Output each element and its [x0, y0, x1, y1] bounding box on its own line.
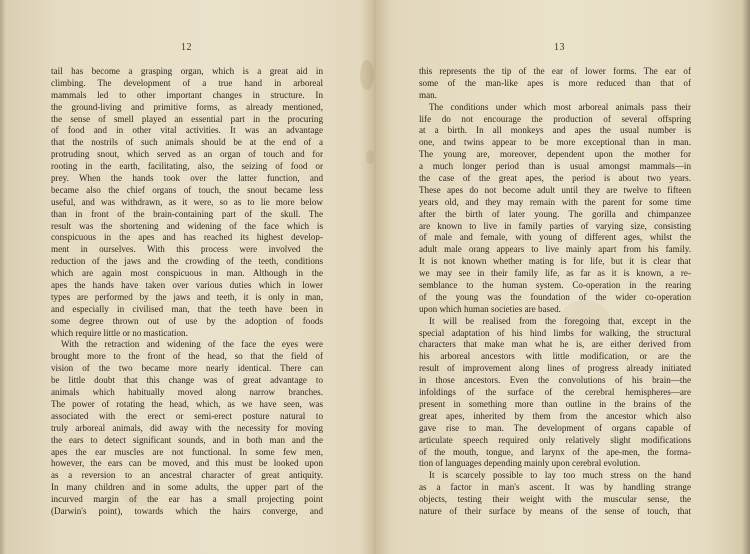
text-line: this represents the tip of the ear of lower forms. The ear of — [419, 66, 691, 76]
text-line: as a reversion to an ancestral character of great antiquity. — [51, 470, 323, 481]
text-line: climbing. The development of a true hand in arboreal — [51, 77, 323, 88]
text-line: The power of rotating the head, which, as we have seen, was — [51, 398, 323, 409]
text-line: as a factor in man's ascent. It was by handling strange — [419, 482, 691, 493]
text-line: which are again most conspicuous in man. Although in the — [51, 268, 323, 279]
text-line: became also the chief organs of touch, the snout became less — [51, 184, 323, 195]
text-line: In many children and in some adults, the upper part of the — [51, 482, 323, 493]
text-line: characters that make man what he is, are either derived from — [419, 339, 691, 350]
text-line: one, and twins appear to be more exceptional than in man. — [419, 137, 691, 148]
text-line: rooting in the earth, facilitating, also, the seizing of food or — [51, 161, 323, 172]
text-line: which require little or no mastication. — [51, 327, 188, 338]
text-line: are known to live in family parties of varying size, consisting — [419, 220, 691, 231]
text-line: useful, and was withdrawn, as it were, so as to lie more below — [51, 196, 323, 207]
text-line: associated with the erect or semi-erect posture natural to — [51, 410, 323, 421]
text-line: adult male orang appears to live mainly apart from his family. — [419, 244, 691, 255]
text-line: than in front of the brain-containing part of the skull. The — [51, 208, 323, 219]
text-line: apes the ear muscles are not functional. In some few men, — [51, 446, 323, 457]
text-line: With the retraction and widening of the face the eyes were — [61, 339, 323, 350]
text-line: great apes, inherited by them from the ancestor which also — [419, 410, 691, 421]
text-line: present in something more than outline in the brains of the — [419, 398, 691, 409]
text-line: mammals led to other important changes in structure. In — [51, 89, 323, 100]
text-line: vision of the two became more nearly identical. There can — [51, 363, 323, 374]
text-line: semblance to the human system. Co-operation in the rearing — [419, 280, 691, 291]
text-line: types are performed by the jaws and teeth, it is only in man, — [51, 291, 323, 302]
text-line: some of the man-like apes is more reduced than that of — [419, 77, 691, 88]
text-line: we may see in their family life, as far as it is known, a re- — [419, 268, 691, 279]
page-number: 12 — [181, 42, 192, 53]
text-line: articulate speech required only relatively slight modifications — [419, 434, 691, 445]
text-line: tail has become a grasping organ, which is a great aid in — [51, 66, 323, 76]
text-line: result of improvement along lines of progress already initiated — [419, 363, 691, 374]
text-line: of food and in other vital activities. It was an advantage — [51, 125, 323, 136]
text-line: infoldings of the surface of the cerebral hemispheres—are — [419, 387, 691, 398]
text-line: tion of languages depending mainly upon cerebral evolution. — [419, 458, 641, 469]
text-line: It will be realised from the foregoing that, except in the — [429, 315, 691, 326]
text-line: protruding snout, which served as an organ of touch and for — [51, 149, 323, 160]
text-line: prey. When the hands took over the latter function, and — [51, 173, 323, 184]
text-line: that the nostrils of such animals should be at the end of a — [51, 137, 323, 148]
text-line: These apes do not become adult until they are twelve to fifteen — [419, 184, 691, 195]
text-line: apes the hands have taken over various duties which in lower — [51, 280, 323, 291]
text-line: The young are, moreover, dependent upon the mother for — [419, 149, 691, 160]
text-line: brought more to the front of the head, so that the field of — [51, 351, 323, 362]
text-line: (Darwin's point), towards which the hairs converge, and — [51, 505, 323, 516]
text-line: at a birth. In all monkeys and apes the usual number is — [419, 125, 691, 136]
text-line: and especially in civilised man, that the teeth have been in — [51, 303, 323, 314]
page-body-text — [51, 66, 323, 518]
text-line: special adaptation of his hind limbs for walking, the structural — [419, 327, 691, 338]
text-line: a much longer period than is usual amongst mammals—in — [419, 161, 691, 172]
text-line: upon which human societies are based. — [419, 303, 561, 314]
text-line: in those ancestors. Even the convolutions of his brain—the — [419, 375, 691, 386]
page-body-text — [419, 66, 691, 518]
text-line: some degree thrown out of use by the adoption of foods — [51, 315, 323, 326]
text-line: conspicuous in the apes and has reached its highest develop- — [51, 232, 323, 243]
text-line: the case of the great apes, the period is about two years. — [419, 173, 691, 184]
text-line: incurved margin of the ear has a small projecting point — [51, 494, 323, 505]
text-line: It is scarcely possible to lay too much stress on the hand — [429, 470, 691, 481]
text-line: the sense of smell played an essential part in the procuring — [51, 113, 323, 124]
text-line: nature of their surface by means of the sense of touch, that — [419, 505, 691, 516]
page-number: 13 — [554, 42, 565, 53]
text-line: ment in ourselves. With this process were involved the — [51, 244, 323, 255]
text-line: life do not encourage the production of several offspring — [419, 113, 691, 124]
text-line: It is not known whether mating is for life, but it is clear that — [419, 256, 691, 267]
text-line: reduction of the jaws and the crowding of the teeth, conditions — [51, 256, 323, 267]
text-line: The conditions under which most arboreal animals pass their — [429, 101, 691, 112]
text-line: however, the ears can be moved, and this must be looked upon — [51, 458, 323, 469]
text-line: man. — [419, 89, 437, 100]
text-line: result was the shortening and widening of the face which is — [51, 220, 323, 231]
text-line: objects, testing their weight with the muscular sense, the — [419, 494, 691, 505]
text-line: of the young was the foundation of the wider co-operation — [419, 291, 691, 302]
text-line: the ears to detect significant sounds, and in both man and the — [51, 434, 323, 445]
text-line: animals which habitually moved along narrow branches. — [51, 387, 323, 398]
text-line: the ground-living and primitive forms, as already mentioned, — [51, 101, 323, 112]
text-line: of the mouth, tongue, and larynx of the ape-men, the forma- — [419, 446, 691, 457]
text-line: years old, and they may remain with the parent for some time — [419, 196, 691, 207]
text-line: after the birth of later young. The gorilla and chimpanzee — [419, 208, 691, 219]
text-line: be little doubt that this change was of great advantage to — [51, 375, 323, 386]
text-line: his arboreal ancestors with little modification, or are the — [419, 351, 691, 362]
text-line: truly arboreal animals, did away with the necessity for moving — [51, 422, 323, 433]
text-line: gave rise to man. The development of organs capable of — [419, 422, 691, 433]
right-page — [375, 0, 750, 554]
text-line: of male and female, with young of different ages, whilst the — [419, 232, 691, 243]
